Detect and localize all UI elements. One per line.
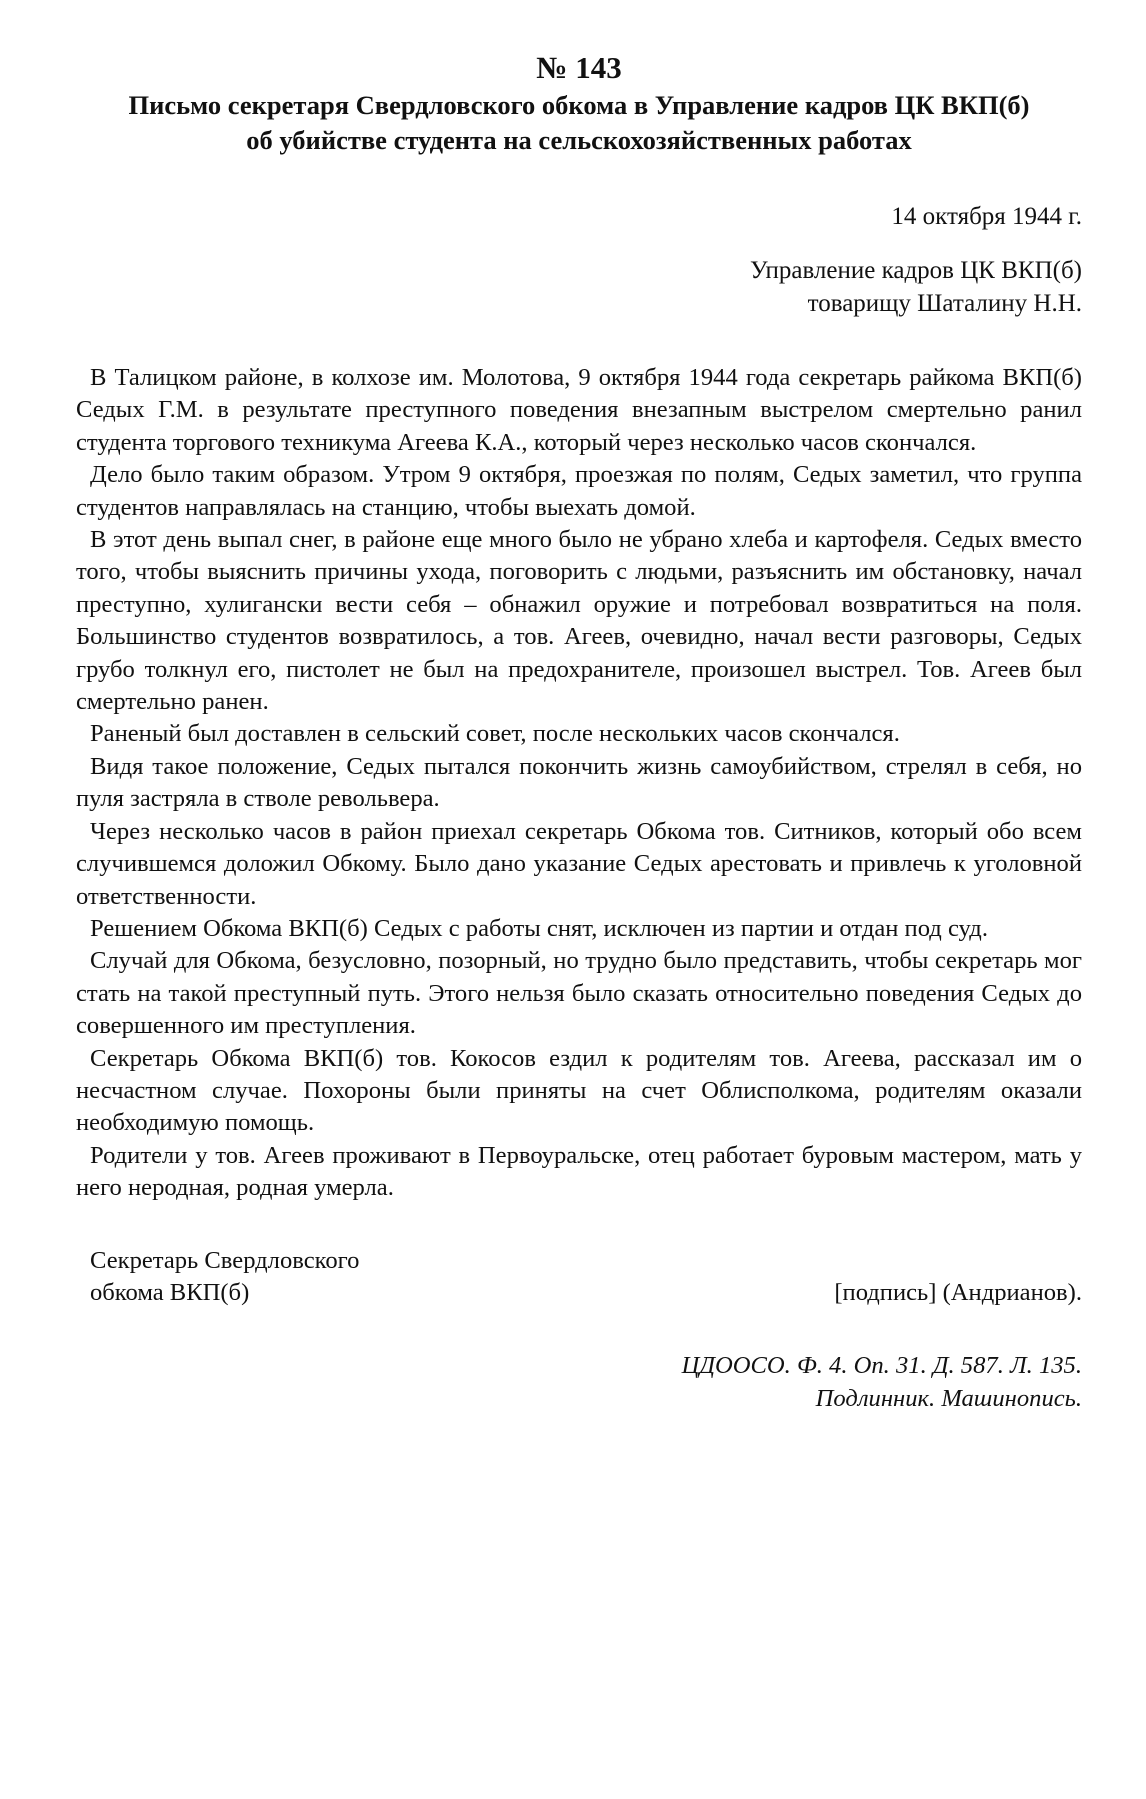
addressee-line: Управление кадров ЦК ВКП(б): [749, 257, 1082, 284]
signature-block: [76, 1245, 1082, 1311]
letter-body: [76, 362, 1082, 1205]
archive-reference-line: Подлинник. Машинопись.: [815, 1384, 1082, 1412]
document-title-line: об убийстве студента на сельскохозяйственных работах: [246, 125, 912, 155]
document-title: [76, 88, 1082, 158]
paragraph: Родители у тов. Агеев проживают в Первоуральске, отец работает буровым мастером, мать у него неродная, родная умерла.: [76, 1141, 1082, 1202]
paragraph: В этот день выпал снег, в районе еще много было не убрано хлеба и картофеля. Седых вместо того, чтобы выяснить причины ухода, поговорить с людьми, разъяснить им обстановку, начал преступно, хулигански вести себя – обнажил оружие и потребовал возвратиться на поля. Большинство студентов возвратилось, а тов. Агеев, очевидно, начал вести разговоры, Седых грубо толкнул его, пистолет не был на предохранителе, произошел выстрел. Тов. Агеев был смертельно ранен.: [76, 526, 1082, 716]
addressee: [76, 254, 1082, 320]
document-number: № 143: [536, 50, 622, 85]
paragraph: Дело было таким образом. Утром 9 октября, проезжая по полям, Седых заметил, что группа студентов направлялась на станцию, чтобы выехать домой.: [76, 461, 1082, 521]
paragraph: В Талицком районе, в колхозе им. Молотова, 9 октября 1944 года секретарь райкома ВКП(б) Седых Г.М. в результате преступного поведения внезапным выстрелом смертельно ранил студента торгового техникума Агеева К.А., который через несколько часов скончался.: [76, 364, 1082, 456]
archive-reference-line: ЦДООСО. Ф. 4. Оп. 31. Д. 587. Л. 135.: [681, 1351, 1082, 1379]
document-date: 14 октября 1944 г.: [891, 203, 1082, 230]
archive-reference: [76, 1349, 1082, 1415]
signatory-position-line: Секретарь Свердловского: [90, 1246, 360, 1274]
addressee-line: товарищу Шаталину Н.Н.: [807, 290, 1082, 317]
paragraph: Видя такое положение, Седых пытался покончить жизнь самоубийством, стрелял в себя, но пуля застряла в стволе револьвера.: [76, 752, 1082, 813]
paragraph: Решением Обкома ВКП(б) Седых с работы снят, исключен из партии и отдан под суд.: [90, 914, 988, 942]
document-title-line: Письмо секретаря Свердловского обкома в Управление кадров ЦК ВКП(б): [128, 90, 1030, 120]
paragraph: Случай для Обкома, безусловно, позорный, но трудно было представить, чтобы секретарь мог стать на такой преступный путь. Этого нельзя было сказать относительно поведения Седых до совершенного им преступления.: [76, 947, 1082, 1040]
paragraph: Раненый был доставлен в сельский совет, после нескольких часов скончался.: [90, 720, 900, 748]
paragraph: Секретарь Обкома ВКП(б) тов. Кокосов ездил к родителям тов. Агеева, рассказал им о несчастном случае. Похороны были приняты на счет Облисполкома, родителям оказали необходимую помощь.: [76, 1044, 1082, 1137]
signatory-position-line: обкома ВКП(б): [90, 1278, 250, 1306]
signature: [подпись] (Андрианов).: [834, 1278, 1082, 1306]
paragraph: Через несколько часов в район приехал секретарь Обкома тов. Ситников, который обо всем случившемся доложил Обкому. Было дано указание Седых арестовать и привлечь к уголовной ответственности.: [76, 817, 1082, 910]
signatory-position: [90, 1245, 359, 1310]
